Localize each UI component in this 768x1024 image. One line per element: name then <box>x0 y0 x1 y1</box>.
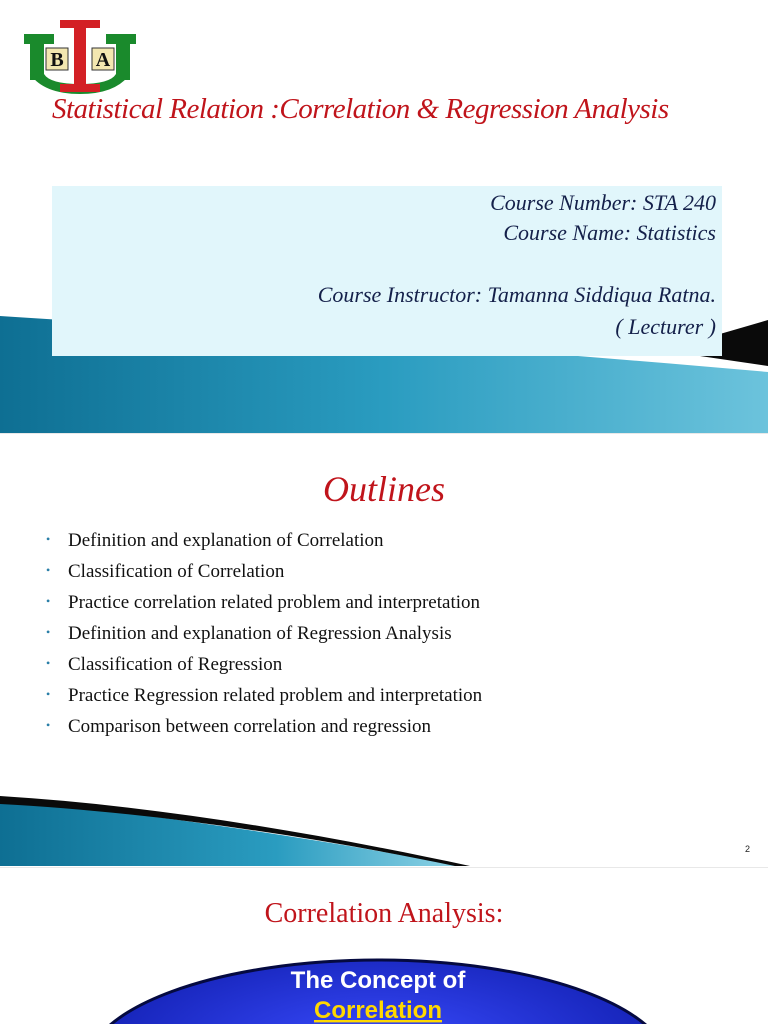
list-item <box>46 716 482 747</box>
list-item <box>46 654 482 685</box>
list-item <box>46 530 482 561</box>
list-item-text: Practice Regression related problem and interpretation <box>68 685 483 706</box>
course-name: Course Name: Statistics <box>503 220 716 245</box>
page-number: 2 <box>744 844 750 854</box>
list-item <box>46 561 482 592</box>
instructor-role: ( Lecturer ) <box>615 314 716 339</box>
deck-title: Statistical Relation :Correlation & Regression Analysis <box>52 93 669 125</box>
outline-list <box>46 530 482 747</box>
course-number: Course Number: STA 240 <box>490 190 716 215</box>
concept-line-1: The Concept of <box>290 967 466 994</box>
list-item-text: Classification of Regression <box>68 654 283 675</box>
bullet-icon: • <box>46 532 51 546</box>
bullet-icon: • <box>46 687 51 701</box>
logo-letter-b: B <box>50 49 64 71</box>
title-slide <box>0 0 768 434</box>
list-item-text: Classification of Correlation <box>68 561 285 582</box>
logo-letter-a: A <box>95 49 111 71</box>
concept-line-2: Correlation <box>313 997 443 1024</box>
university-logo <box>20 18 140 98</box>
list-item-text: Comparison between correlation and regression <box>68 716 431 737</box>
bullet-icon: • <box>46 563 51 577</box>
course-instructor: Course Instructor: Tamanna Siddiqua Ratna. <box>317 282 716 307</box>
course-info-box <box>52 186 722 356</box>
correlation-heading: Correlation Analysis: <box>264 898 504 929</box>
list-item <box>46 685 482 716</box>
list-item <box>46 592 482 623</box>
correlation-slide <box>0 868 768 1024</box>
list-item-text: Definition and explanation of Correlation <box>68 530 384 551</box>
bullet-icon: • <box>46 656 51 670</box>
list-item <box>46 623 482 654</box>
list-item-text: Practice correlation related problem and interpretation <box>68 592 481 613</box>
bullet-icon: • <box>46 625 51 639</box>
outline-slide <box>0 434 768 868</box>
bullet-icon: • <box>46 594 51 608</box>
bullet-icon: • <box>46 718 51 732</box>
outlines-heading: Outlines <box>323 469 445 509</box>
concept-banner <box>0 868 768 1024</box>
list-item-text: Definition and explanation of Regression Analysis <box>68 623 452 644</box>
